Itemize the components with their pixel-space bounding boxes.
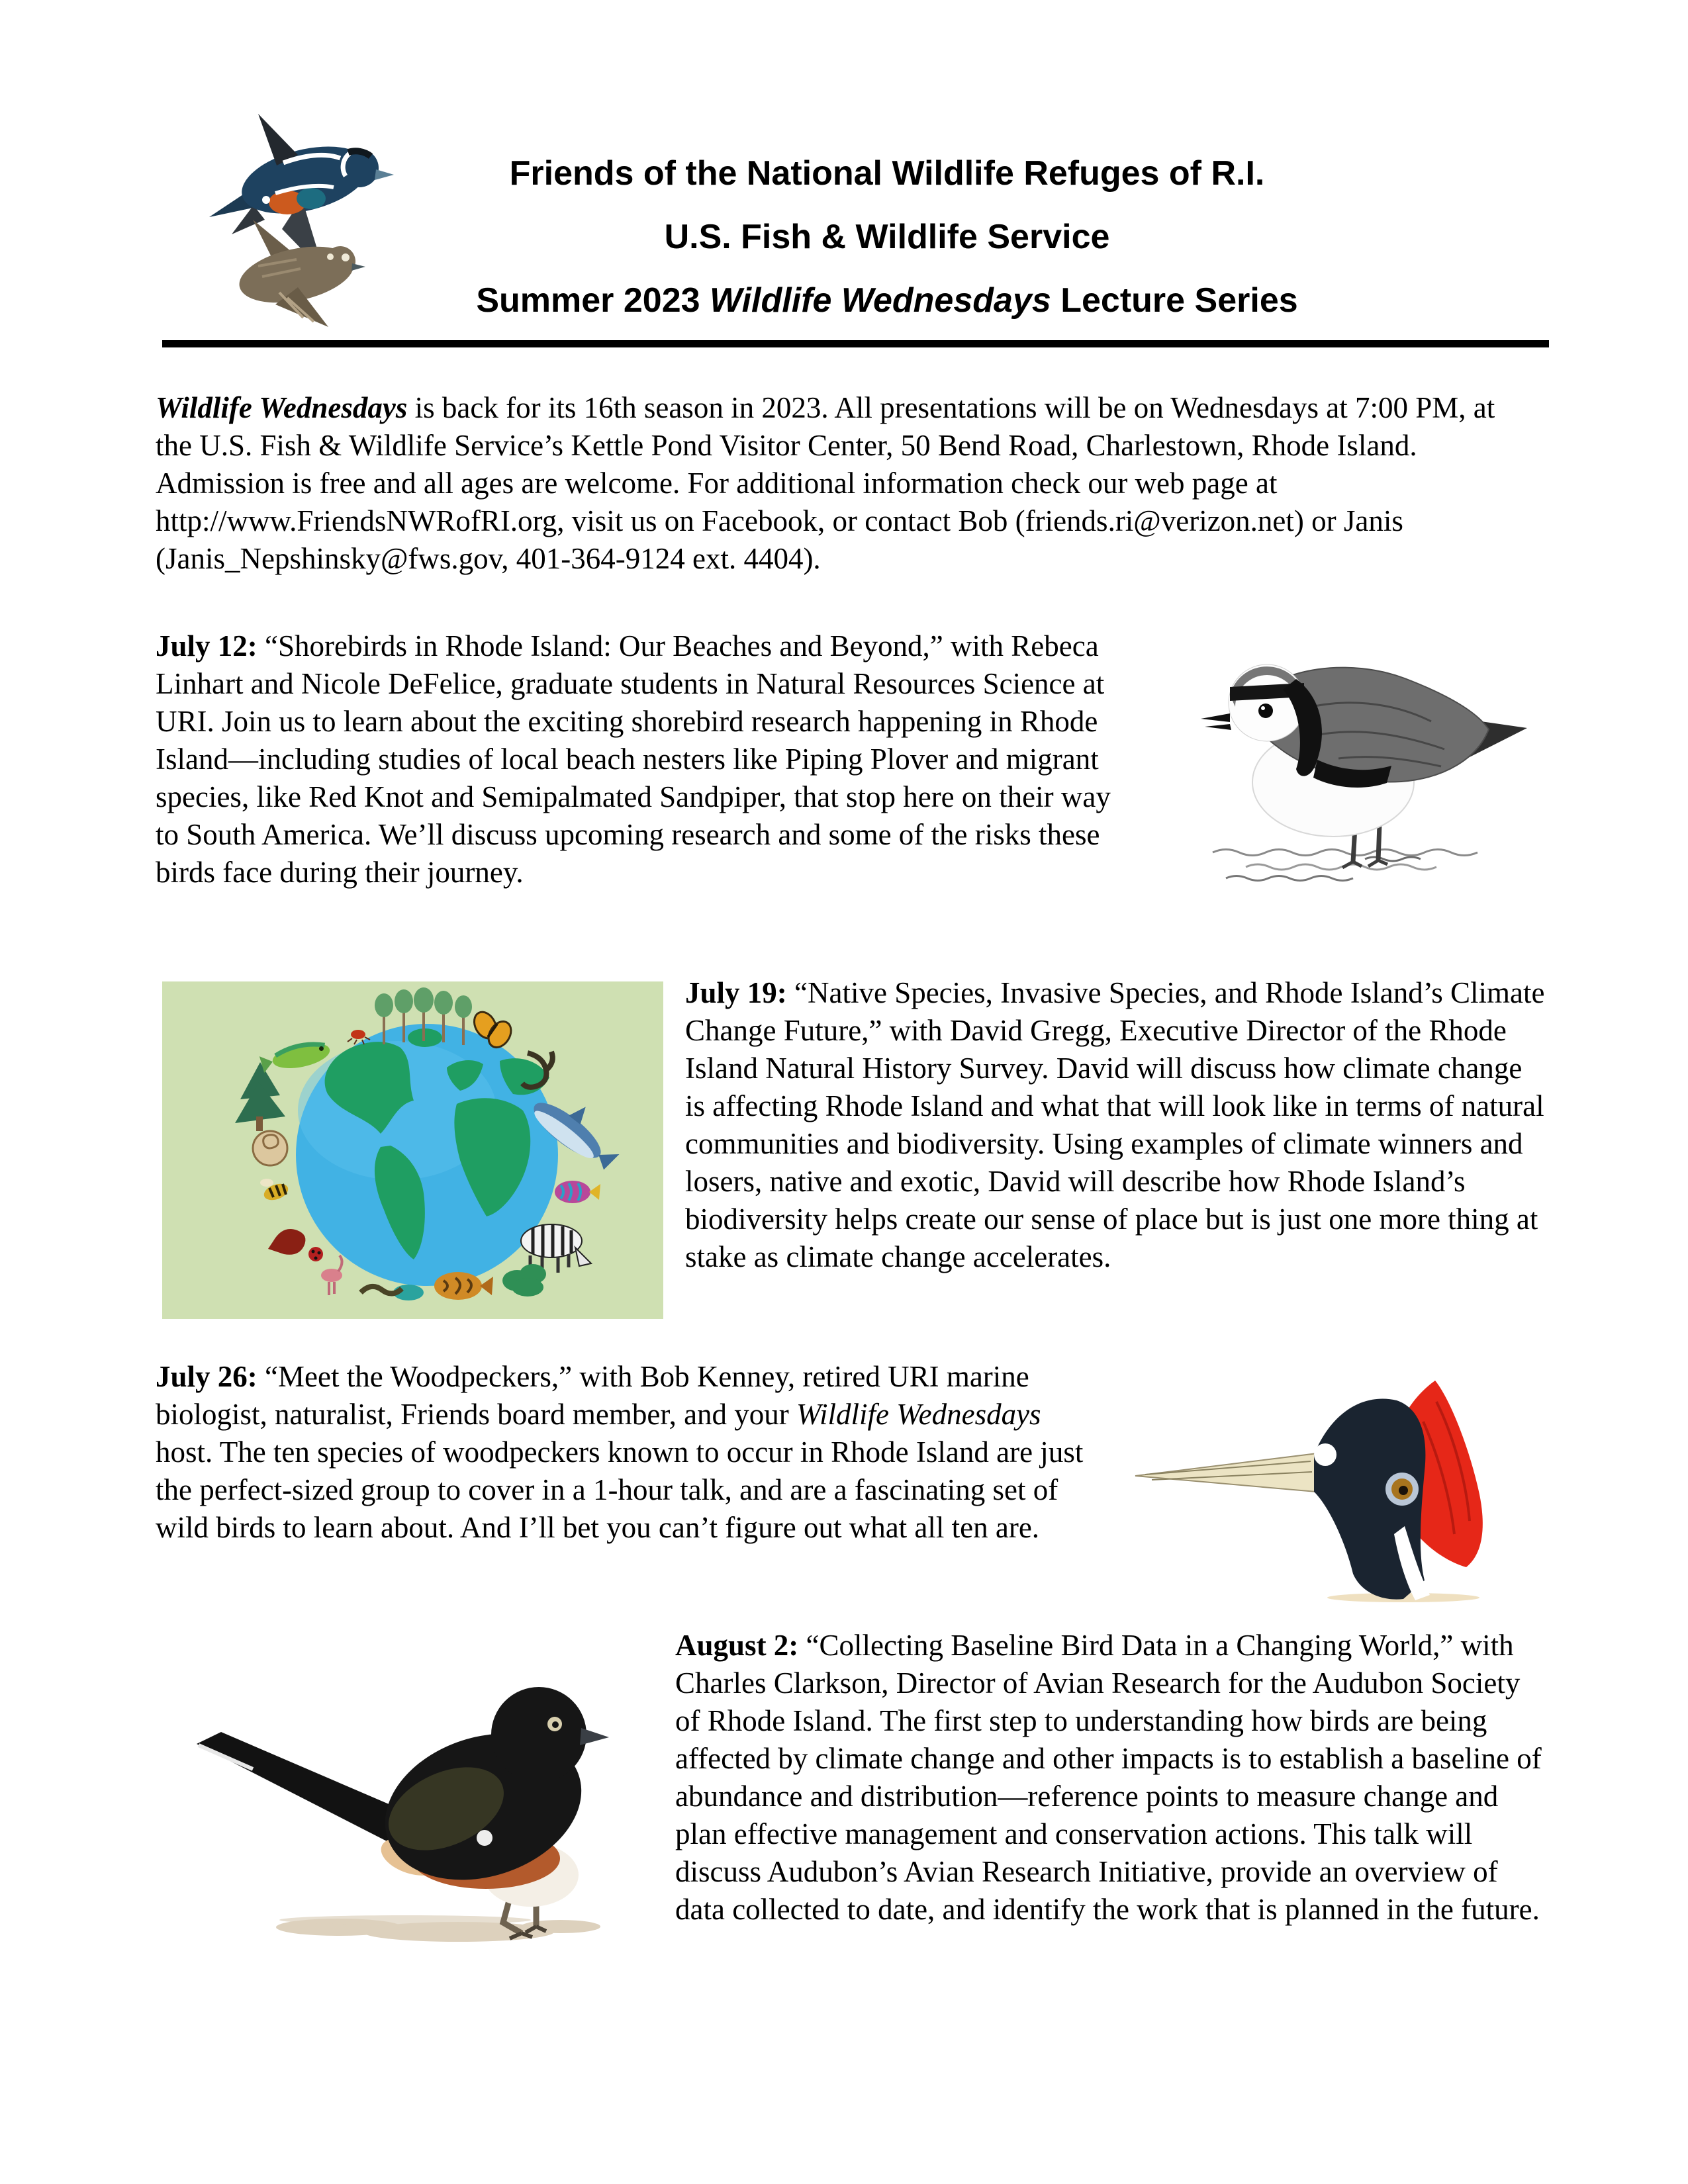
event-july-19-text: “Native Species, Invasive Species, and Rhode Island’s Climate Change Future,” with David Gregg, Executive Director of the Rhode Island Natural History Survey. David will discuss how climate change is affecting Rhode Island and what that will look like in terms of natural communities and biodiversity. Using examples of climate winners and losers, native and exotic, David will describe how Rhode Island’s biodiversity helps create our sense of place but is just one more thing at stake as climate change accelerates. — [685, 976, 1545, 1273]
title-line-2: U.S. Fish & Wildlife Service — [664, 218, 1110, 256]
title-line-3-italic: Wildlife Wednesdays — [709, 281, 1051, 320]
title-line-3-prefix: Summer 2023 — [476, 281, 710, 320]
event-july-26-italic: Wildlife Wednesdays — [796, 1398, 1041, 1431]
ladybug — [308, 1247, 323, 1261]
biodiversity-globe-image — [162, 981, 663, 1319]
event-july-26 — [156, 1358, 1096, 1547]
event-august-2 — [675, 1627, 1544, 1929]
towhee-bird — [197, 1687, 609, 1938]
event-july-12-date: July 12: — [156, 629, 258, 662]
event-july-19 — [685, 974, 1546, 1276]
header-title-block — [278, 142, 1496, 332]
plover-bird — [1201, 664, 1527, 868]
title-line-1: Friends of the National Wildlife Refuges of R.I. — [509, 154, 1265, 193]
event-august-2-date: August 2: — [675, 1629, 799, 1662]
title-line-3-suffix: Lecture Series — [1051, 281, 1298, 320]
title-line-3 — [278, 269, 1496, 332]
globe — [296, 1024, 558, 1286]
event-july-12 — [156, 627, 1125, 891]
event-july-26-text-2: host. The ten species of woodpeckers known to occur in Rhode Island are just the perfect-sized group to cover in a 1-hour talk, and are a fascinating set of wild birds to learn about. And I’ll bet you can’t figure out what all ten are. — [156, 1435, 1084, 1544]
plover-drawing — [1166, 629, 1547, 890]
nautilus-shell — [253, 1131, 287, 1165]
intro-lead-italic: Wildlife Wednesdays — [156, 391, 408, 424]
event-july-26-date: July 26: — [156, 1360, 258, 1393]
woodpecker-head-image — [1125, 1362, 1530, 1607]
woodpecker — [1135, 1381, 1483, 1600]
intro-paragraph — [156, 389, 1532, 578]
event-july-19-date: July 19: — [685, 976, 787, 1009]
event-august-2-text: “Collecting Baseline Bird Data in a Changing World,” with Charles Clarkson, Director of Avian Research for the Audubon Society of Rhode Island. The first step to understanding how birds are being affected by climate change and other impacts is to establish a baseline of abundance and distribution—reference points to measure change and plan effective management and conservation actions. This talk will discuss Audubon’s Avian Research Initiative, provide an overview of data collected to date, and identify the work that is planned in the future. — [675, 1629, 1542, 1926]
header-divider — [162, 340, 1549, 347]
towhee-image — [173, 1658, 632, 1956]
intro-text: is back for its 16th season in 2023. All presentations will be on Wednesdays at 7:00 PM, at the U.S. Fish & Wildlife Service’s Kettle Pond Visitor Center, 50 Bend Road, Charlestown, Rhode Island. Admission is free and all ages are welcome. For additional information check our web page at http://www.FriendsNWRofRI.org, visit us on Facebook, or contact Bob (friends.ri@verizon.net) or Janis (Janis_Nepshinsky@fws.gov, 401-364-9124 ext. 4404). — [156, 391, 1495, 575]
ground-shadow — [276, 1915, 600, 1942]
event-july-26-text: “Meet the Woodpeckers,” with Bob Kenney, retired URI marine biologist, naturalist, Friends board member, and your — [156, 1360, 1029, 1431]
event-july-12-text: “Shorebirds in Rhode Island: Our Beaches and Beyond,” with Rebeca Linhart and Nicole DeFelice, graduate students in Natural Resources Science at URI. Join us to learn about the exciting shorebird research happening in Rhode Island—including studies of local beach nesters like Piping Plover and migrant species, like Red Knot and Semipalmated Sandpiper, that stop here on their way to South America. We’ll discuss upcoming research and some of the risks these birds face during their journey. — [156, 629, 1111, 889]
